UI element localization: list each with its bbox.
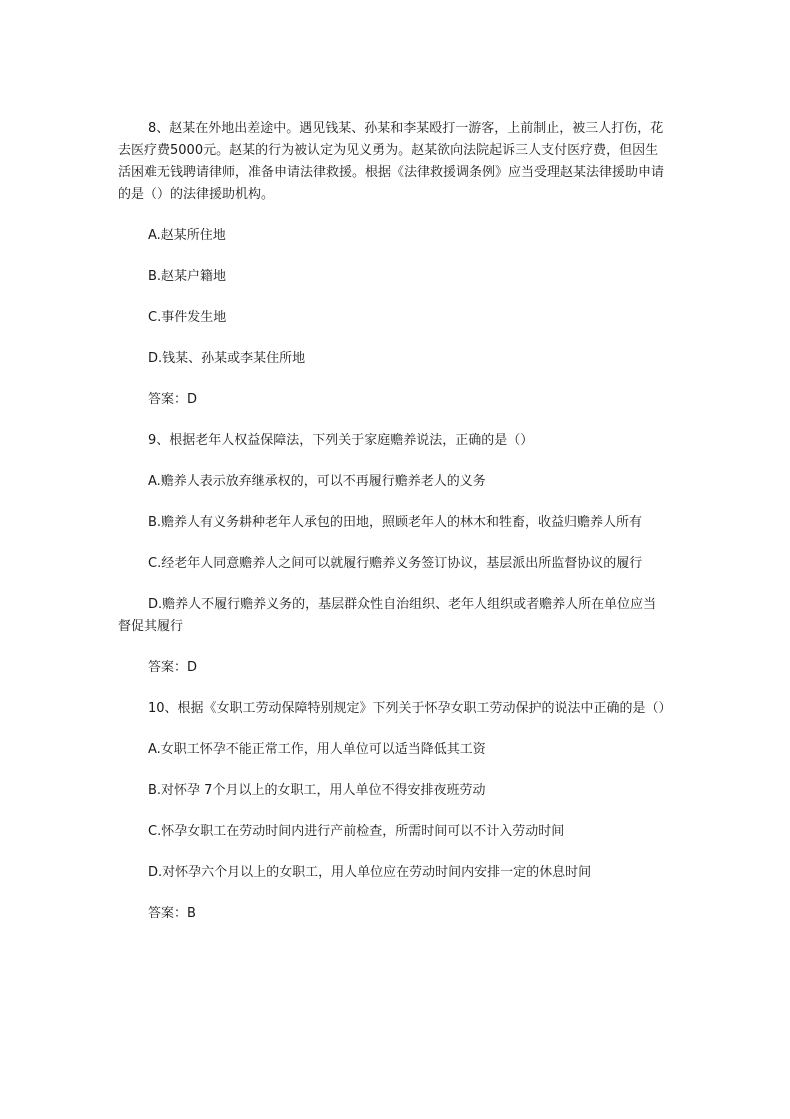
question-8-answer: 答案：D: [148, 392, 198, 407]
question-8-text: 8、赵某在外地出差途中。遇见钱某、孙某和李某殴打一游客，上前制止，被三人打伤，花去医疗费5000元。赵某的行为被认定为见义勇为。赵某欲向法院起诉三人支付医疗费，但因生活困难无钱聘请律师，准备申请法律救援。根据《法律救援调条例》应当受理赵某法律援助申请的是（）的法律援助机构。: [118, 121, 665, 202]
question-10-answer: 答案：B: [148, 906, 196, 921]
question-9-text: 9、根据老年人权益保障法，下列关于家庭赡养说法，正确的是（）: [148, 433, 534, 448]
question-9-answer: 答案：D: [148, 660, 198, 675]
question-8-option-a: A.赵某所住地: [148, 228, 226, 243]
question-10-option-c: C.怀孕女职工在劳动时间内进行产前检查，所需时间可以不计入劳动时间: [148, 824, 565, 839]
question-10-option-a: A.女职工怀孕不能正常工作，用人单位可以适当降低其工资: [148, 742, 486, 757]
question-9-option-c: C.经老年人同意赡养人之间可以就履行赡养义务签订协议，基层派出所监督协议的履行: [148, 556, 643, 571]
question-9-option-a: A.赡养人表示放弃继承权的，可以不再履行赡养老人的义务: [148, 474, 486, 489]
question-9-option-d: D.赡养人不履行赡养义务的，基层群众性自治组织、老年人组织或者赡养人所在单位应当督促其履行: [118, 597, 657, 634]
question-8-option-b: B.赵某户籍地: [148, 269, 227, 284]
question-9-option-b: B.赡养人有义务耕种老年人承包的田地，照顾老年人的林木和牲畜，收益归赡养人所有: [148, 515, 643, 530]
question-10-option-b: B.对怀孕 7个月以上的女职工，用人单位不得安排夜班劳动: [148, 783, 486, 798]
question-10-option-d: D.对怀孕六个月以上的女职工，用人单位应在劳动时间内安排一定的休息时间: [148, 865, 592, 880]
question-10-text: 10、根据《女职工劳动保障特别规定》下列关于怀孕女职工劳动保护的说法中正确的是（）: [148, 701, 672, 716]
question-8-option-c: C.事件发生地: [148, 310, 227, 325]
question-8-option-d: D.钱某、孙某或李某住所地: [148, 351, 306, 366]
document-page: [118, 118, 672, 944]
